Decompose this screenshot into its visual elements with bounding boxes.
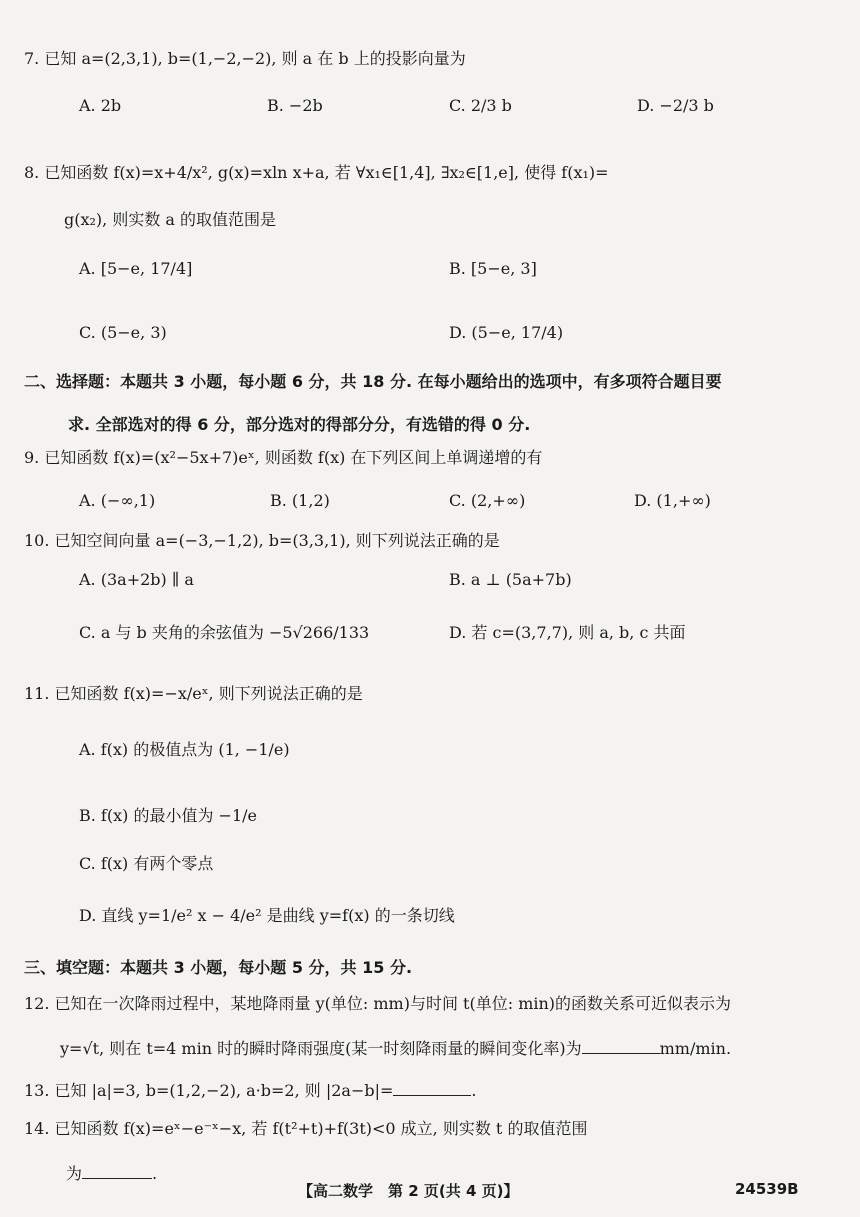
q14-stem-line1: 14. 已知函数 f(x)=eˣ−e⁻ˣ−x, 若 f(t²+t)+f(3t)<0 成立, 则实数 t 的取值范围 [24, 1119, 588, 1138]
q7-option-d: D. −2/3 b [637, 96, 714, 115]
q10-option-d: D. 若 c=(3,7,7), 则 a, b, c 共面 [449, 623, 686, 642]
q8-option-d: D. (5−e, 17/4) [449, 323, 564, 342]
q14-period: . [152, 1164, 158, 1183]
q14-stem-line2 [66, 1162, 157, 1185]
section3-heading: 三、填空题：本题共 3 小题，每小题 5 分，共 15 分. [24, 958, 413, 977]
q12-unit: mm/min. [659, 1039, 732, 1058]
q13-answer-blank[interactable] [393, 1079, 471, 1096]
q13-period: . [471, 1081, 477, 1100]
q11-option-a: A. f(x) 的极值点为 (1, −1/e) [79, 740, 290, 759]
q10-option-c: C. a 与 b 夹角的余弦值为 −5√266/133 [79, 623, 370, 642]
q9-option-c: C. (2,+∞) [449, 491, 526, 510]
q8-stem-line2: g(x₂), 则实数 a 的取值范围是 [64, 210, 277, 229]
q11-option-d: D. 直线 y=1/e² x − 4/e² 是曲线 y=f(x) 的一条切线 [79, 906, 455, 925]
q9-option-b: B. (1,2) [270, 491, 330, 510]
q8-option-c: C. (5−e, 3) [79, 323, 167, 342]
q10-stem: 10. 已知空间向量 a=(−3,−1,2), b=(3,3,1), 则下列说法正确的是 [24, 531, 500, 550]
q14-text-before-blank: 为 [66, 1164, 83, 1183]
q7-stem: 7. 已知 a=(2,3,1), b=(1,−2,−2), 则 a 在 b 上的投影向量为 [24, 49, 466, 68]
q13-line [24, 1079, 476, 1102]
q13-stem: 13. 已知 |a|=3, b=(1,2,−2), a·b=2, 则 |2a−b|= [24, 1081, 394, 1100]
q9-option-d: D. (1,+∞) [634, 491, 711, 510]
q9-stem: 9. 已知函数 f(x)=(x²−5x+7)eˣ, 则函数 f(x) 在下列区间上单调递增的有 [24, 448, 543, 467]
q9-option-a: A. (−∞,1) [79, 491, 156, 510]
q12-text-before-blank: y=√t, 则在 t=4 min 时的瞬时降雨强度(某一时刻降雨量的瞬间变化率)为 [60, 1039, 582, 1058]
q11-option-c: C. f(x) 有两个零点 [79, 854, 214, 873]
q7-option-a: A. 2b [79, 96, 122, 115]
exam-code: 24539B [735, 1180, 799, 1198]
q12-stem-line2 [60, 1037, 731, 1060]
section2-heading-line1: 二、选择题：本题共 3 小题，每小题 6 分，共 18 分. 在每小题给出的选项中，有多项符合题目要 [24, 372, 722, 391]
q11-option-b: B. f(x) 的最小值为 −1/e [79, 806, 257, 825]
page-footer-label: 【高二数学 第 2 页(共 4 页)】 [298, 1182, 519, 1200]
q8-option-b: B. [5−e, 3] [449, 259, 537, 278]
q12-answer-blank[interactable] [582, 1037, 660, 1054]
q11-stem: 11. 已知函数 f(x)=−x/eˣ, 则下列说法正确的是 [24, 684, 363, 703]
section2-heading-line2: 求. 全部选对的得 6 分，部分选对的得部分分，有选错的得 0 分. [68, 415, 531, 434]
q8-stem-line1: 8. 已知函数 f(x)=x+4/x², g(x)=xln x+a, 若 ∀x₁∈[1,4], ∃x₂∈[1,e], 使得 f(x₁)= [24, 163, 609, 182]
q7-option-c: C. 2/3 b [449, 96, 512, 115]
q8-option-a: A. [5−e, 17/4] [79, 259, 193, 278]
q7-option-b: B. −2b [267, 96, 323, 115]
q10-option-a: A. (3a+2b) ∥ a [79, 570, 194, 589]
q10-option-b: B. a ⊥ (5a+7b) [449, 570, 572, 589]
q12-stem-line1: 12. 已知在一次降雨过程中，某地降雨量 y(单位: mm)与时间 t(单位: min)的函数关系可近似表示为 [24, 994, 732, 1013]
q14-answer-blank[interactable] [82, 1162, 152, 1179]
